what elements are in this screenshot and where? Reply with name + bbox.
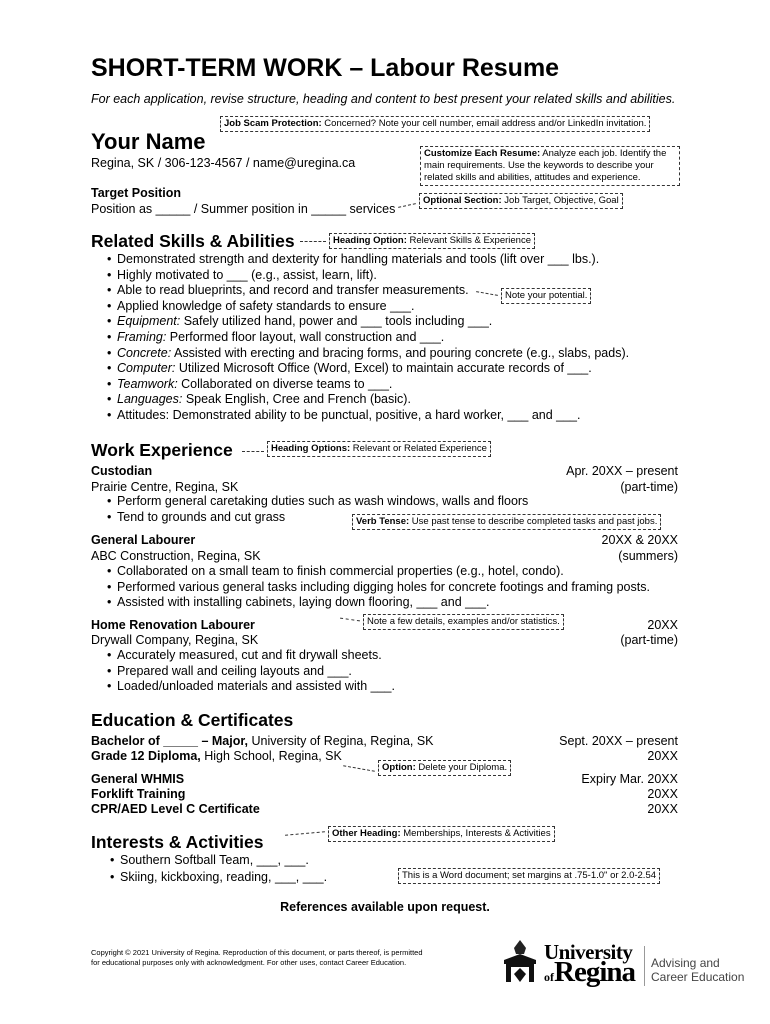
job-org: ABC Construction, Regina, SK	[91, 549, 261, 563]
list-item: • Attitudes: Demonstrated ability to be punctual, positive, a hard worker, ___ and ___.	[107, 408, 629, 424]
job-title: Custodian	[91, 464, 153, 478]
job-org: Prairie Centre, Regina, SK	[91, 480, 239, 494]
job-date: Apr. 20XX – present	[566, 464, 678, 478]
work-heading: Work Experience	[91, 440, 233, 460]
connector-line	[398, 203, 416, 208]
copyright-notice: Copyright © 2021 University of Regina. Reproduction of this document, or parts thereof, is permitted for educational purposes only with acknowledgment. For other uses, contact Career Education.	[91, 948, 423, 967]
target-position-text: Position as _____ / Summer position in _____ services	[91, 202, 396, 216]
job-type: (part-time)	[620, 480, 678, 494]
connector-line	[300, 241, 326, 242]
list-item: • Perform general caretaking duties such as wash windows, walls and floors	[107, 494, 528, 510]
cert-date: 20XX	[647, 802, 678, 816]
note-margins: This is a Word document; set margins at .75-1.0" or 2.0-2.54	[398, 868, 660, 884]
contact-line: Regina, SK / 306-123-4567 / name@uregina.ca	[91, 156, 356, 170]
connector-line	[340, 618, 360, 622]
dept-name: Advising and Career Education	[651, 956, 745, 984]
job-date: 20XX	[647, 618, 678, 632]
connector-line	[242, 451, 264, 452]
university-crest-icon	[500, 938, 540, 984]
cert-date: Expiry Mar. 20XX	[581, 772, 678, 786]
note-heading-option: Heading Option: Relevant Skills & Experience	[329, 233, 535, 249]
note-diploma-option: Option: Delete your Diploma.	[378, 760, 511, 776]
note-details: Note a few details, examples and/or statistics.	[363, 614, 564, 630]
list-item: • Able to read blueprints, and record and transfer measurements.	[107, 283, 629, 299]
job-duties	[107, 564, 650, 611]
job-type: (part-time)	[620, 633, 678, 647]
document-title: SHORT-TERM WORK – Labour Resume	[91, 54, 560, 82]
interests-list	[110, 852, 327, 886]
note-scam-protection: Job Scam Protection: Concerned? Note your cell number, email address and/or LinkedIn invitation.	[220, 116, 650, 132]
list-item: • Accurately measured, cut and fit drywall sheets.	[107, 648, 395, 664]
education-heading: Education & Certificates	[91, 710, 294, 730]
job-title: Home Renovation Labourer	[91, 618, 255, 632]
interests-heading: Interests & Activities	[91, 832, 264, 852]
list-item: • Equipment: Safely utilized hand, power and ___ tools including ___.	[107, 314, 629, 330]
list-item: • Prepared wall and ceiling layouts and ___.	[107, 664, 395, 680]
list-item: • Collaborated on a small team to finish commercial properties (e.g., hotel, condo).	[107, 564, 650, 580]
cert-name: Forklift Training	[91, 787, 186, 801]
job-date: 20XX & 20XX	[601, 533, 678, 547]
note-optional-section: Optional Section: Job Target, Objective, Goal	[419, 193, 623, 209]
cert-name: General WHMIS	[91, 772, 185, 786]
skills-heading: Related Skills & Abilities	[91, 231, 295, 251]
list-item: • Southern Softball Team, ___, ___.	[110, 852, 327, 869]
list-item: • Highly motivated to ___ (e.g., assist, learn, lift).	[107, 268, 629, 284]
connector-line	[343, 765, 375, 772]
list-item: • Loaded/unloaded materials and assisted with ___.	[107, 679, 395, 695]
note-customize-resume: Customize Each Resume: Analyze each job. Identify the main requirements. Use the keywords to describe your related skills and abilities, attitudes and experience.	[420, 146, 680, 186]
list-item: • Applied knowledge of safety standards to ensure ___.	[107, 299, 629, 315]
target-position-label: Target Position	[91, 186, 182, 200]
list-item: • Framing: Performed floor layout, wall construction and ___.	[107, 330, 629, 346]
document-subtitle: For each application, revise structure, heading and content to best present your related skills and abilities.	[91, 92, 676, 106]
list-item: • Concrete: Assisted with erecting and bracing forms, and pouring concrete (e.g., slabs, pads).	[107, 346, 629, 362]
note-verb-tense: Verb Tense: Use past tense to describe completed tasks and past jobs.	[352, 514, 661, 530]
list-item: • Computer: Utilized Microsoft Office (Word, Excel) to maintain accurate records of ___.	[107, 361, 629, 377]
list-item: • Languages: Speak English, Cree and French (basic).	[107, 392, 629, 408]
note-potential: Note your potential.	[501, 288, 591, 304]
note-other-heading: Other Heading: Memberships, Interests & Activities	[328, 826, 555, 842]
references-line: References available upon request.	[280, 900, 490, 914]
list-item: • Performed various general tasks including digging holes for concrete footings and framing posts.	[107, 580, 650, 596]
cert-name: CPR/AED Level C Certificate	[91, 802, 260, 816]
job-title: General Labourer	[91, 533, 196, 547]
list-item: • Tend to grounds and cut grass	[107, 510, 528, 526]
diploma-line: Grade 12 Diploma, High School, Regina, SK	[91, 749, 342, 763]
logo-regina: ofRegina	[544, 956, 635, 988]
job-type: (summers)	[618, 549, 678, 563]
list-item: • Demonstrated strength and dexterity for handling materials and tools (lift over ___ lbs.).	[107, 252, 629, 268]
note-heading-options: Heading Options: Relevant or Related Experience	[267, 441, 491, 457]
list-item: • Skiing, kickboxing, reading, ___, ___.	[110, 869, 327, 886]
logo-divider	[644, 946, 645, 986]
your-name: Your Name	[91, 129, 206, 154]
bachelor-date: Sept. 20XX – present	[559, 734, 678, 748]
list-item: • Assisted with installing cabinets, laying down flooring, ___ and ___.	[107, 595, 650, 611]
cert-date: 20XX	[647, 787, 678, 801]
bachelor-line: Bachelor of _____ – Major, University of Regina, Regina, SK	[91, 734, 434, 748]
job-duties	[107, 648, 395, 695]
connector-line	[285, 831, 325, 835]
list-item: • Teamwork: Collaborated on diverse teams to ___.	[107, 377, 629, 393]
logo-university: University	[544, 940, 633, 964]
skills-list	[107, 252, 629, 424]
job-org: Drywall Company, Regina, SK	[91, 633, 259, 647]
diploma-date: 20XX	[647, 749, 678, 763]
